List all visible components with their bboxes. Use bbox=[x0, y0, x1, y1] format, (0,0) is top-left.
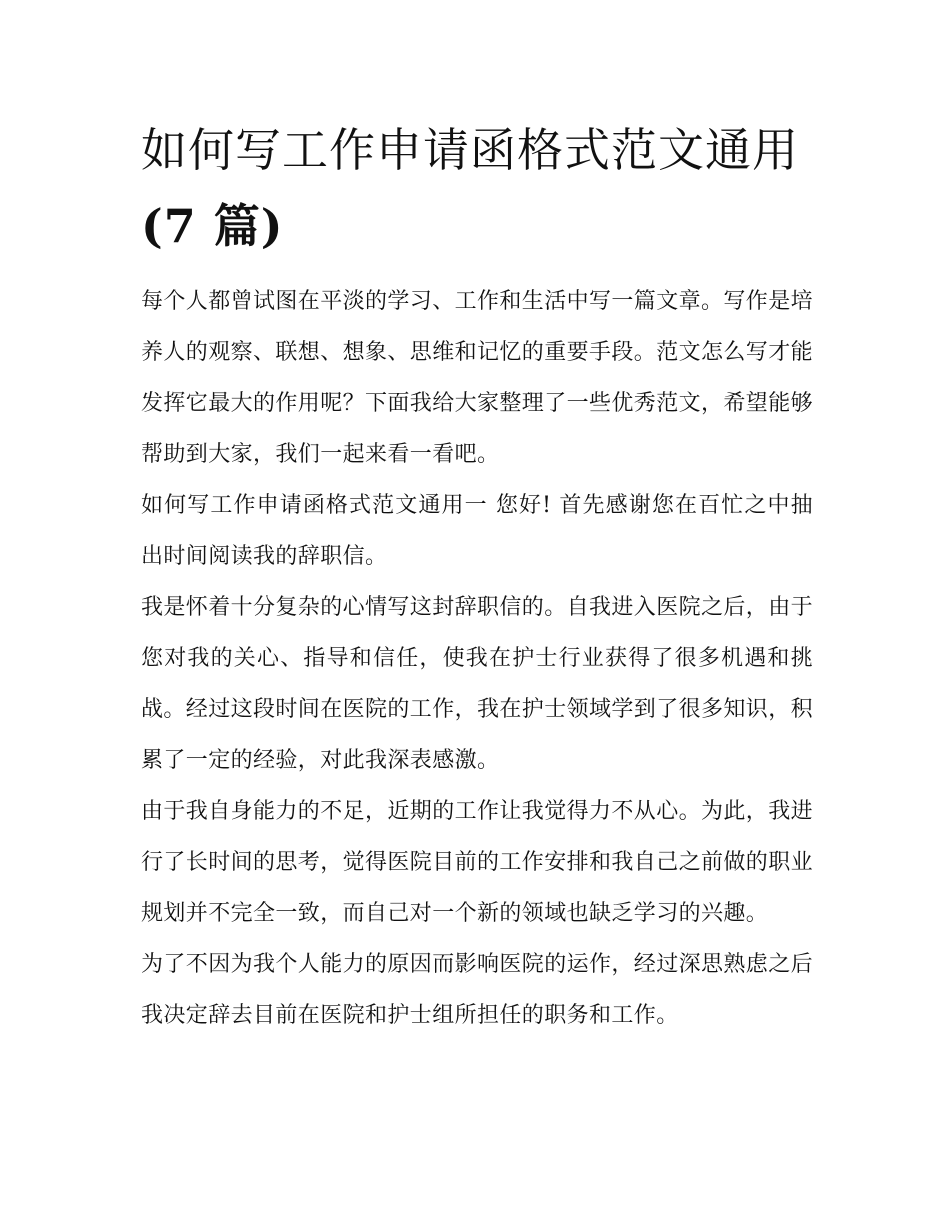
document-title bbox=[141, 112, 821, 264]
paragraph-gratitude: 我是怀着十分复杂的心情写这封辞职信的。自我进入医院之后，由于您对我的关心、指导和信任，使我在护士行业获得了很多机遇和挑战。经过这段时间在医院的工作，我在护士领域学到了很多知识，积累了一定的经验，对此我深表感激。 bbox=[141, 595, 814, 773]
paragraph-reason: 由于我自身能力的不足，近期的工作让我觉得力不从心。为此，我进行了长时间的思考，觉得医院目前的工作安排和我自己之前做的职业规划并不完全一致，而自己对一个新的领域也缺乏学习的兴趣。 bbox=[141, 799, 814, 926]
paragraph-greeting: 如何写工作申请函格式范文通用一 您好! 首先感谢您在百忙之中抽出时间阅读我的辞职信。 bbox=[141, 493, 813, 569]
document-body bbox=[141, 276, 813, 1041]
title-main: 如何写工作申请函格式范文通用 bbox=[141, 123, 799, 177]
paragraph-decision: 为了不因为我个人能力的原因而影响医院的运作，经过深思熟虑之后我决定辞去目前在医院和护士组所担任的职务和工作。 bbox=[141, 952, 814, 1028]
title-suffix: (7 篇) bbox=[141, 199, 284, 253]
paragraph-intro: 每个人都曾试图在平淡的学习、工作和生活中写一篇文章。写作是培养人的观察、联想、想象、思维和记忆的重要手段。范文怎么写才能发挥它最大的作用呢？下面我给大家整理了一些优秀范文，希望能够帮助到大家，我们一起来看一看吧。 bbox=[141, 289, 814, 467]
